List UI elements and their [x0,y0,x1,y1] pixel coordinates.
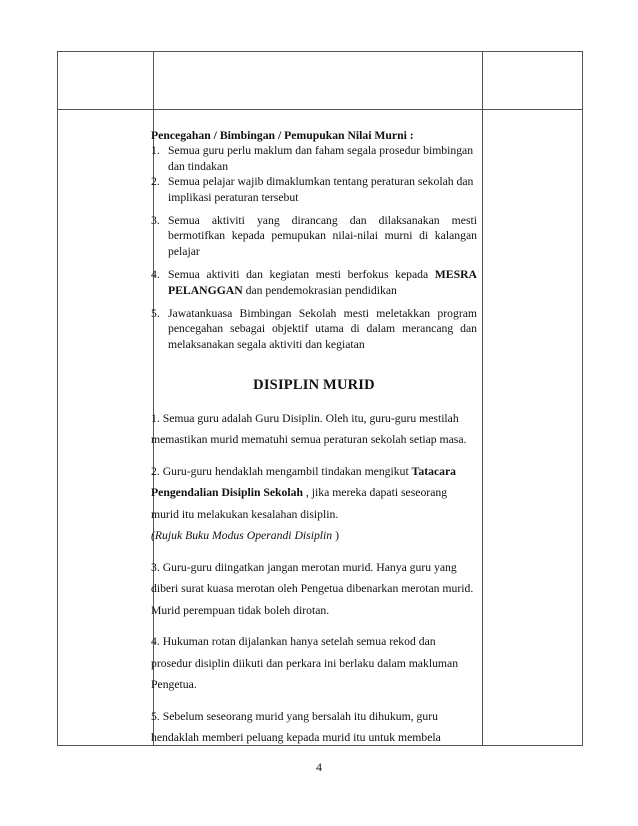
table-row-divider [58,109,582,110]
list-number: 2. [151,175,160,189]
paragraph-text: 2. Guru-guru hendaklah mengambil tindakan mengikut [151,464,412,478]
list-item [151,267,477,298]
main-content-cell [151,128,477,749]
disiplin-section [151,408,477,749]
disiplin-paragraph-5: 5. Sebelum seseorang murid yang bersalah itu dihukum, guru hendaklah memberi peluang kepada murid itu untuk membela [151,709,441,745]
disiplin-paragraph-4: 4. Hukuman rotan dijalankan hanya setelah semua rekod dan prosedur disiplin diikuti dan perkara ini berlaku dalam makluman Pengetua. [151,635,459,692]
list-text-bold: MESRA PELANGGAN [168,268,477,297]
paragraph-text-italic: (Rujuk Buku Modus Operandi Disiplin [151,529,333,543]
table-column-divider [482,52,483,745]
paragraph-text: ) [332,529,339,543]
disiplin-paragraph-1: 1. Semua guru adalah Guru Disiplin. Oleh itu, guru-guru mestilah memastikan murid mematuhi semua peraturan sekolah setiap masa. [151,411,467,447]
list-number: 3. [151,214,160,228]
list-text: Semua aktiviti dan kegiatan mesti berfokus kepada [168,268,435,282]
list-item [151,174,477,205]
paragraph-text: , jika mereka dapati seseorang murid itu melakukan kesalahan disiplin. [151,486,448,521]
page-number: 4 [316,760,322,774]
paragraph-text-bold: Tatacara Pengendalian Disiplin Sekolah [151,464,457,500]
list-item [151,306,477,352]
disiplin-paragraph-2 [151,461,477,547]
list-text: Semua pelajar wajib dimaklumkan tentang peraturan sekolah dan implikasi peraturan tersebut [168,175,474,204]
disiplin-heading: DISIPLIN MURID [253,377,375,394]
list-text: Semua aktiviti yang dirancang dan dilaksanakan mesti bermotifkan kepada pemupukan nilai-nilai murni di kalangan pelajar [168,214,477,258]
list-number: 1. [151,144,160,158]
list-text: Semua guru perlu maklum dan faham segala prosedur bimbingan dan tindakan [168,144,474,173]
disiplin-paragraph-3: 3. Guru-guru diingatkan jangan merotan murid. Hanya guru yang diberi surat kuasa merotan oleh Pengetua dibenarkan merotan murid. Murid perempuan tidak boleh dirotan. [151,560,474,617]
pencegahan-heading: Pencegahan / Bimbingan / Pemupukan Nilai Murni : [151,129,414,142]
list-text: dan pendemokrasian pendidikan [242,283,397,297]
list-number: 4. [151,268,160,282]
list-number: 5. [151,307,160,321]
list-item [151,213,477,259]
list-text: Jawatankuasa Bimbingan Sekolah mesti meletakkan program pencegahan sebagai objektif utama di dalam merancang dan melaksanakan segala aktiviti dan kegiatan [168,307,477,351]
list-item [151,143,477,174]
